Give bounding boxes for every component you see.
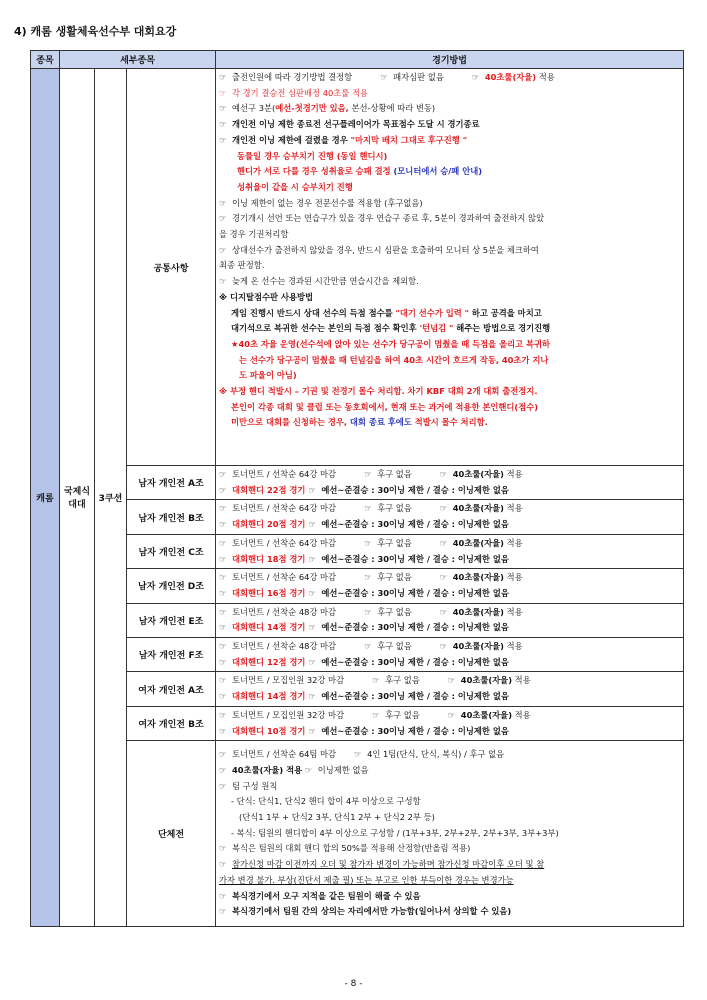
rule-text: 예선구 3분( — [232, 103, 276, 114]
rule-text: 후구 없음 — [377, 469, 412, 479]
rule-text: 예선~준결승 : 30이닝 제한 / 결승 : 이닝제한 없음 — [321, 519, 509, 530]
table-row — [31, 706, 684, 740]
rule-text: 40초룰(자율) 적용 — [232, 764, 303, 775]
rule-text: 을 경우 기권처리함 — [219, 229, 289, 240]
pointer-icon: ☞ — [364, 469, 372, 479]
rule-text: 40초룰(자율) — [452, 537, 504, 548]
pointer-icon: ☞ — [219, 691, 227, 702]
rule-text: 개인전 이닝 제한 종료전 선구플레이어가 목표점수 도달 시 경기종료 — [232, 119, 480, 130]
pointer-icon: ☞ — [219, 537, 227, 548]
format-cell: 3쿠션 — [95, 69, 127, 927]
rule-text: 토너먼트 / 선착순 64강 마감 — [232, 572, 337, 583]
rule-text: 토너먼트 / 모집인원 32강 마감 — [232, 675, 345, 686]
rule-text: 40초룰(자율) — [452, 606, 504, 617]
rule-text: 예선~준결승 : 30이닝 제한 / 결승 : 이닝제한 없음 — [321, 484, 509, 495]
group-name: 남자 개인전 F조 — [127, 638, 216, 672]
rule-text: 40초룰(자율) — [452, 503, 504, 514]
rule-text: 적용 — [503, 469, 523, 479]
pointer-icon: ☞ — [219, 244, 227, 255]
pointer-icon: ☞ — [308, 553, 316, 564]
table-row-team — [31, 741, 684, 927]
rule-text: '턴넘김 " — [419, 323, 454, 334]
header-method: 경기방법 — [216, 51, 684, 69]
rule-text: 적용 — [512, 709, 531, 720]
pointer-icon: ☞ — [308, 622, 316, 633]
rule-text: 4인 1팀(단식, 단식, 복식) / 후구 없음 — [367, 749, 505, 760]
pointer-icon: ☞ — [219, 276, 227, 287]
rule-text: 도 파울이 아님) — [239, 370, 297, 381]
page-number: - 8 - — [344, 979, 363, 989]
pointer-icon: ☞ — [219, 656, 227, 667]
team-rules — [216, 741, 684, 927]
group-name: 남자 개인전 D조 — [127, 569, 216, 603]
rule-text: 40초룰(자율) — [452, 641, 504, 652]
rule-text: 는 선수가 당구공이 멈췄을 때 턴넘김을 하여 40초 시간이 흐르게 작동, 40초가 지나 — [239, 354, 549, 365]
rule-text: 후구 없음 — [377, 641, 412, 652]
rule-text: 상대선수가 출전하지 않았을 경우, 반드시 심판을 호출하여 모니터 상 5분을 체크하여 — [232, 244, 539, 255]
rule-text: 적용 — [503, 606, 523, 617]
group-rules — [216, 638, 684, 672]
pointer-icon: ☞ — [219, 890, 227, 901]
rule-text: ★40초 자율 운영(선수석에 앉아 있는 선수가 당구공이 멈췄을 때 득점을 올리고 복귀하 — [231, 338, 551, 349]
rule-text: 핸디가 서로 다를 경우 성취율로 승패 결정 — [237, 166, 394, 177]
pointer-icon: ☞ — [219, 749, 227, 760]
pointer-icon: ☞ — [364, 641, 372, 652]
pointer-icon: ☞ — [380, 72, 388, 82]
rule-text: 후구 없음 — [385, 709, 420, 720]
rule-text: 최종 판정함. — [219, 260, 265, 271]
pointer-icon: ☞ — [308, 484, 316, 495]
pointer-icon: ☞ — [439, 503, 448, 514]
rule-text: 동률일 경우 승부치기 진행 (동일 핸디시) — [237, 150, 388, 161]
rule-text: 팀 구성 원칙 — [232, 780, 278, 791]
rule-text: 미만으로 대회를 신청하는 경우, — [231, 417, 350, 428]
rule-text: 게임 진행시 반드시 상대 선수의 득점 점수를 — [231, 307, 396, 318]
rule-text: 후구 없음 — [377, 606, 412, 617]
rule-text: 예선~준결승 : 30이닝 제한 / 결승 : 이닝제한 없음 — [321, 587, 509, 598]
rule-text: 대회핸디 20점 경기 — [232, 519, 306, 530]
pointer-icon: ☞ — [372, 709, 380, 720]
rule-text: 해주는 방법으로 경기진행 — [453, 323, 551, 334]
rule-text: 본선-상황에 따라 변동) — [348, 103, 436, 114]
rule-text: 후구 없음 — [377, 572, 412, 583]
pointer-icon: ☞ — [308, 691, 316, 702]
pointer-icon: ☞ — [308, 656, 316, 667]
type-cell: 국제식 대대 — [60, 69, 95, 927]
common-rules — [216, 69, 684, 466]
rule-text: 토너먼트 / 선착순 64강 마감 — [232, 503, 337, 514]
rule-text: 적용 — [503, 641, 523, 652]
group-name: 여자 개인전 B조 — [127, 706, 216, 740]
rule-text: 토너먼트 / 선착순 64팀 마감 — [232, 749, 337, 760]
pointer-icon: ☞ — [372, 675, 380, 686]
pointer-icon: ☞ — [219, 103, 227, 114]
rule-text: 40초룰(자율) — [484, 72, 537, 82]
rule-text: 예선-첫경기만 있음, — [275, 103, 349, 114]
rule-text: 복식은 팀원의 대회 핸디 합의 50%를 적용해 산정함(반올림 적용) — [232, 843, 471, 854]
rule-text: 대회핸디 18점 경기 — [232, 553, 306, 564]
pointer-icon: ☞ — [219, 709, 227, 720]
rule-text: 가자 변경 불가. 부상(진단서 제출 필) 또는 부고로 인한 부득이한 경우는 변경가능 — [219, 874, 514, 885]
header-event: 종목 — [31, 51, 60, 69]
rule-text: 대회 종료 후에도 — [349, 417, 412, 428]
table-row — [31, 534, 684, 568]
rule-text: 패자심판 없음 — [393, 72, 444, 82]
competition-table — [30, 50, 684, 927]
table-row — [31, 466, 684, 500]
header-sub-event: 세부종목 — [60, 51, 216, 69]
team-name: 단체전 — [127, 741, 216, 927]
pointer-icon: ☞ — [219, 587, 227, 598]
rule-text: 적용 — [503, 503, 523, 514]
pointer-icon: ☞ — [219, 606, 227, 617]
table-row — [31, 638, 684, 672]
table-header-row — [31, 51, 684, 69]
rule-text: 복식경기에서 오구 지적을 같은 팀원이 해줄 수 있음 — [232, 890, 421, 901]
rule-text: 대회핸디 22점 경기 — [232, 484, 306, 495]
pointer-icon: ☞ — [364, 503, 372, 514]
pointer-icon: ☞ — [219, 675, 227, 686]
rule-text: 예선~준결승 : 30이닝 제한 / 결승 : 이닝제한 없음 — [321, 553, 509, 564]
pointer-icon: ☞ — [354, 749, 362, 760]
pointer-icon: ☞ — [219, 780, 227, 791]
rule-text: ※ 부정 핸디 적발시 – 기권 및 전경기 몰수 처리함. 차기 KBF 대회 2개 대회 출전정지. — [219, 386, 538, 397]
group-rules — [216, 672, 684, 706]
rule-text: 토너먼트 / 모집인원 32강 마감 — [232, 709, 345, 720]
table-row — [31, 672, 684, 706]
rule-text: 토너먼트 / 선착순 64강 마감 — [232, 469, 337, 479]
rule-text: 예선~준결승 : 30이닝 제한 / 결승 : 이닝제한 없음 — [321, 622, 509, 633]
pointer-icon: ☞ — [219, 906, 227, 917]
pointer-icon: ☞ — [219, 553, 227, 564]
rule-text: ※ 디지탈점수판 사용방법 — [219, 291, 314, 302]
rule-text: 적용 — [503, 572, 523, 583]
pointer-icon: ☞ — [439, 537, 448, 548]
pointer-icon: ☞ — [219, 469, 227, 479]
pointer-icon: ☞ — [219, 134, 227, 145]
rule-text: 이닝 제한이 없는 경우 전문선수룰 적용함 (후구없음) — [232, 197, 423, 208]
rule-text: 하고 공격을 마치고 — [468, 307, 542, 318]
rule-text: 본인이 각종 대회 및 클럽 또는 동호회에서, 현재 또는 과거에 적용한 본인핸디(점수) — [231, 401, 539, 412]
rule-text: 대기석으로 복귀한 선수는 본인의 득점 점수 확인후 — [231, 323, 420, 334]
rule-text: 적용 — [536, 72, 555, 82]
pointer-icon: ☞ — [447, 675, 456, 686]
rule-text: 복식경기에서 팀원 간의 상의는 자리에서만 가능함(일어나서 상의할 수 있음) — [232, 906, 512, 917]
pointer-icon: ☞ — [439, 469, 448, 479]
rule-text: "마지막 배치 그대로 후구진행 " — [350, 134, 468, 145]
group-name: 남자 개인전 E조 — [127, 603, 216, 637]
rule-text: 대회핸디 14점 경기 — [232, 691, 306, 702]
pointer-icon: ☞ — [219, 197, 227, 208]
group-rules — [216, 706, 684, 740]
group-name: 남자 개인전 A조 — [127, 466, 216, 500]
rule-text: 후구 없음 — [377, 537, 412, 548]
rule-text: 40초룰(자율) — [460, 675, 512, 686]
rule-text: 예선~준결승 : 30이닝 제한 / 결승 : 이닝제한 없음 — [321, 656, 509, 667]
pointer-icon: ☞ — [304, 764, 313, 775]
pointer-icon: ☞ — [219, 859, 227, 870]
pointer-icon: ☞ — [471, 72, 480, 82]
pointer-icon: ☞ — [364, 537, 372, 548]
pointer-icon: ☞ — [439, 606, 448, 617]
rule-text: - 복식: 팀원의 핸디합이 4부 이상으로 구성함 / (1부+3부, 2부+2부, 2부+3부, 3부+3부) — [231, 827, 559, 838]
rule-text: "대기 선수가 입력 " — [395, 307, 469, 318]
group-name: 남자 개인전 C조 — [127, 534, 216, 568]
rule-text: (단식1 1부 + 단식2 3부, 단식1 2부 + 단식2 2부 등) — [239, 812, 435, 823]
table-row — [31, 603, 684, 637]
pointer-icon: ☞ — [219, 87, 227, 98]
rule-text: 40초룰(자율) — [452, 469, 504, 479]
rule-text: 적발시 몰수 처리함. — [411, 417, 488, 428]
rule-text: 토너먼트 / 선착순 64강 마감 — [232, 537, 337, 548]
pointer-icon: ☞ — [219, 213, 227, 224]
rule-text: - 단식: 단식1, 단식2 핸디 합이 4부 이상으로 구성함 — [231, 796, 421, 807]
rule-text: 참가신청 마감 이전까지 오더 및 참가자 변경이 가능하며 참가신청 마감이후 오더 및 참 — [232, 859, 545, 870]
pointer-icon: ☞ — [219, 119, 227, 130]
pointer-icon: ☞ — [219, 484, 227, 495]
rule-text: 40초룰(자율) — [452, 572, 504, 583]
pointer-icon: ☞ — [308, 587, 316, 598]
group-rules — [216, 466, 684, 500]
group-rules — [216, 534, 684, 568]
table-row-common — [31, 69, 684, 466]
rule-text: 대회핸디 10점 경기 — [232, 725, 306, 736]
pointer-icon: ☞ — [219, 572, 227, 583]
rule-text: 경기개시 선언 또는 연습구가 있을 경우 연습구 종료 후, 5분이 경과하여 출전하지 않았 — [232, 213, 545, 224]
table-row — [31, 569, 684, 603]
pointer-icon: ☞ — [308, 725, 316, 736]
group-name: 남자 개인전 B조 — [127, 500, 216, 534]
pointer-icon: ☞ — [219, 503, 227, 514]
rule-text: 적용 — [503, 537, 523, 548]
rule-text: 대회핸디 16점 경기 — [232, 587, 306, 598]
rule-text: 예선~준결승 : 30이닝 제한 / 결승 : 이닝제한 없음 — [321, 725, 509, 736]
pointer-icon: ☞ — [219, 725, 227, 736]
pointer-icon: ☞ — [364, 572, 372, 583]
rule-text: 토너먼트 / 선착순 48강 마감 — [232, 641, 337, 652]
rule-text: 토너먼트 / 선착순 48강 마감 — [232, 606, 337, 617]
rule-text: 예선~준결승 : 30이닝 제한 / 결승 : 이닝제한 없음 — [321, 691, 509, 702]
pointer-icon: ☞ — [219, 72, 227, 82]
rule-text: 각 경기 결승전 심판배정 40초룰 적용 — [232, 87, 368, 98]
pointer-icon: ☞ — [219, 764, 227, 775]
pointer-icon: ☞ — [219, 519, 227, 530]
pointer-icon: ☞ — [447, 709, 456, 720]
event-cell: 캐롬 — [31, 69, 60, 927]
group-rules — [216, 569, 684, 603]
pointer-icon: ☞ — [364, 606, 372, 617]
rule-text: 대회핸디 12점 경기 — [232, 656, 306, 667]
group-rules — [216, 500, 684, 534]
rule-text: 후구 없음 — [385, 675, 420, 686]
rule-text: 늦게 온 선수는 경과된 시간만큼 연습시간을 제외함. — [232, 276, 419, 287]
pointer-icon: ☞ — [439, 641, 448, 652]
table-row — [31, 500, 684, 534]
rule-text: 대회핸디 14점 경기 — [232, 622, 306, 633]
rule-text: 성취율이 같을 시 승부치기 진행 — [237, 181, 353, 192]
pointer-icon: ☞ — [308, 519, 316, 530]
rule-text: (모니터에서 승/패 안내) — [393, 166, 483, 177]
rule-text: 후구 없음 — [377, 503, 412, 514]
common-name: 공통사항 — [127, 69, 216, 466]
rule-text: 출전인원에 따라 경기방법 결정함 — [232, 72, 353, 82]
pointer-icon: ☞ — [219, 843, 227, 854]
pointer-icon: ☞ — [219, 641, 227, 652]
rule-text: 40초룰(자율) — [460, 709, 512, 720]
rule-text: 개인전 이닝 제한에 걸렸을 경우 — [232, 134, 351, 145]
pointer-icon: ☞ — [219, 622, 227, 633]
group-name: 여자 개인전 A조 — [127, 672, 216, 706]
rule-text: 이닝제한 없음 — [317, 764, 369, 775]
group-rules — [216, 603, 684, 637]
section-title: 4) 캐롬 생활체육선수부 대회요강 — [14, 25, 177, 38]
rule-text: 적용 — [512, 675, 531, 686]
pointer-icon: ☞ — [439, 572, 448, 583]
